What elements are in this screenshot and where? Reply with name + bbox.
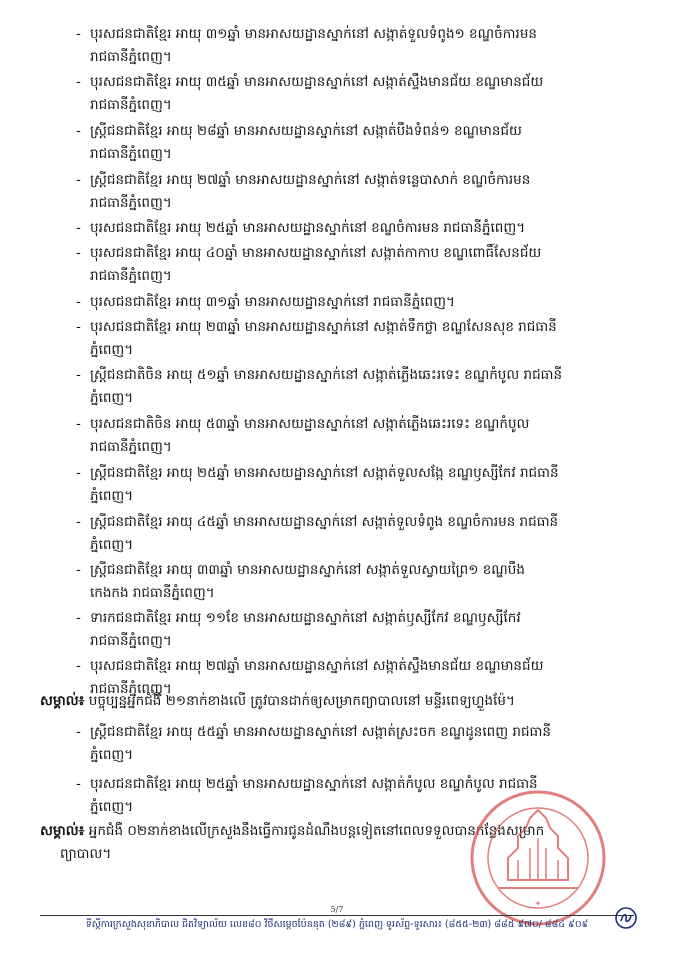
case-line-2: រាជធានីភ្នំពេញ។: [90, 146, 172, 162]
list-item: [76, 169, 654, 215]
list-item: [76, 120, 654, 166]
case-line-1: បុរសជនជាតិខ្មែរ អាយុ ៤០ឆ្នាំ មានអាសយដ្ឋានស្នាក់នៅ សង្កាត់កាកាប ខណ្ឌពោធិ៍សែនជ័យ: [90, 245, 542, 261]
case-line-2: រាជធានីភ្នំពេញ។: [90, 268, 172, 284]
list-item: [76, 71, 654, 117]
list-item: [76, 607, 654, 653]
case-line-1: បុរសជនជាតិខ្មែរ អាយុ ២៣ឆ្នាំ មានអាសយដ្ឋានស្នាក់នៅ សង្កាត់ទឹកថ្លា ខណ្ឌសែនសុខ រាជធានី: [90, 319, 557, 335]
case-line-1: បុរសជនជាតិខ្មែរ អាយុ ២៧ឆ្នាំ មានអាសយដ្ឋានស្នាក់នៅ សង្កាត់ស្ទឹងមានជ័យ ខណ្ឌមានជ័យ: [90, 658, 544, 674]
list-item: [76, 217, 654, 240]
list-item: [76, 462, 654, 508]
bullet-dash: -: [76, 610, 81, 626]
case-line-2: រាជធានីភ្នំពេញ។: [90, 195, 172, 211]
case-line-2: ភ្នំពេញ។: [90, 488, 134, 504]
bullet-dash: -: [76, 26, 81, 42]
case-line-2: ភ្នំពេញ។: [90, 390, 134, 406]
case-line-1: បុរសជនជាតិខ្មែរ អាយុ ៣១ឆ្នាំ មានអាសយដ្ឋានស្នាក់នៅ រាជធានីភ្នំពេញ។: [90, 294, 455, 310]
note-text: អ្នកជំងឺ ០២នាក់ខាងលើក្រសួងនឹងធ្វើការជូនដំណឹងបន្តទៀតនៅពេលទទួលបានកន្លែងសម្រាក: [84, 823, 545, 839]
bullet-dash: -: [76, 724, 81, 740]
case-line-2: ភ្នំពេញ។: [90, 799, 134, 815]
case-line-1: ស្ត្រីជនជាតិខ្មែរ អាយុ ៣៣ឆ្នាំ មានអាសយដ្ឋានស្នាក់នៅ សង្កាត់ទួលស្វាយព្រៃ១ ខណ្ឌបឹង: [90, 562, 525, 578]
note-label: សម្គាល់៖: [40, 693, 85, 709]
note-text-continued: ព្យាបាល។: [60, 846, 112, 862]
list-item: [76, 559, 654, 605]
case-line-2: កេងកង រាជធានីភ្នំពេញ។: [90, 585, 215, 601]
list-item: [76, 242, 654, 288]
bullet-dash: -: [76, 514, 81, 530]
case-line-1: ទារកជនជាតិខ្មែរ អាយុ ១១ខែ មានអាសយដ្ឋានស្នាក់នៅ សង្កាត់ឫស្សីកែវ ខណ្ឌឫស្សីកែវ: [90, 610, 521, 626]
bullet-dash: -: [76, 172, 81, 188]
note-label: សម្គាល់៖: [40, 823, 85, 839]
list-item: [76, 721, 654, 767]
case-line-1: ស្ត្រីជនជាតិខ្មែរ អាយុ ៥៥ឆ្នាំ មានអាសយដ្ឋានស្នាក់នៅ សង្កាត់ស្រះចក ខណ្ឌដូនពេញ រាជធានី: [90, 724, 551, 740]
list-item: [76, 364, 654, 410]
signature-initial-mark: [614, 906, 638, 930]
case-line-2: រាជធានីភ្នំពេញ។: [90, 681, 172, 697]
case-line-2: រាជធានីភ្នំពេញ។: [90, 97, 172, 113]
case-line-1: ស្ត្រីជនជាតិខ្មែរ អាយុ ៤៥ឆ្នាំ មានអាសយដ្ឋានស្នាក់នៅ សង្កាត់ទួលទំពូង ខណ្ឌចំការមន រាជធានី: [90, 514, 559, 530]
list-item: [76, 316, 654, 362]
bullet-dash: -: [76, 416, 81, 432]
bullet-dash: -: [76, 74, 81, 90]
footer-address: ទីស្តីការក្រសួងសុខាភិបាល ជិតវិទ្យាល័យ លេខ៨០ វិថីសម្តេចប៉ែននុត (២៨៩) ភ្នំពេញ ទូរស័ព្ទ-ទូរសារ៖ (៨៥៥-២៣) ៨៨៥ ៩៧០/ ៨៨៤ ៩០៩: [85, 919, 589, 930]
bullet-dash: -: [76, 776, 81, 792]
bullet-dash: -: [76, 465, 81, 481]
page-number: 5/7: [330, 905, 344, 914]
bullet-dash: -: [76, 658, 81, 674]
list-item: [76, 511, 654, 557]
bullet-dash: -: [76, 123, 81, 139]
case-line-1: បុរសជនជាតិខ្មែរ អាយុ ៣១ឆ្នាំ មានអាសយដ្ឋានស្នាក់នៅ សង្កាត់ទួលទំពូង១ ខណ្ឌចំការមន: [90, 26, 537, 42]
note-text: បច្ចុប្បន្នអ្នកជំងឺ ២១នាក់ខាងលើ ត្រូវបានដាក់ឲ្យសម្រាកព្យាបាលនៅ មន្ទីរពេទ្យហ្លួងម៉ែ។: [84, 693, 515, 709]
bullet-dash: -: [76, 220, 81, 236]
bullet-dash: -: [76, 562, 81, 578]
case-line-1: ស្ត្រីជនជាតិចិន អាយុ ៥១ឆ្នាំ មានអាសយដ្ឋានស្នាក់នៅ សង្កាត់ភ្លើងឆេះរទេះ ខណ្ឌកំបូល រាជធានី: [90, 367, 563, 383]
list-item: [76, 413, 654, 459]
note-paragraph: [40, 690, 654, 713]
svg-text:✦: ✦: [534, 899, 542, 908]
bullet-dash: -: [76, 319, 81, 335]
case-line-1: បុរសជនជាតិខ្មែរ អាយុ ២៥ឆ្នាំ មានអាសយដ្ឋានស្នាក់នៅ ខណ្ឌចំការមន រាជធានីភ្នំពេញ។: [90, 220, 526, 236]
case-line-2: រាជធានីភ្នំពេញ។: [90, 439, 172, 455]
case-line-1: បុរសជនជាតិខ្មែរ អាយុ ៣៥ឆ្នាំ មានអាសយដ្ឋានស្នាក់នៅ សង្កាត់ស្ទឹងមានជ័យ ខណ្ឌមានជ័យ: [90, 74, 544, 90]
bullet-dash: -: [76, 367, 81, 383]
case-line-1: ស្ត្រីជនជាតិខ្មែរ អាយុ ២៥ឆ្នាំ មានអាសយដ្ឋានស្នាក់នៅ សង្កាត់ទួលសង្កែ ខណ្ឌឫស្សីកែវ រាជធានី: [90, 465, 559, 481]
case-line-1: បុរសជនជាតិខ្មែរ អាយុ ២៥ឆ្នាំ មានអាសយដ្ឋានស្នាក់នៅ សង្កាត់កំបូល ខណ្ឌកំបូល រាជធានី: [90, 776, 538, 792]
case-line-2: រាជធានីភ្នំពេញ។: [90, 633, 172, 649]
list-item: [76, 291, 654, 314]
case-line-2: ភ្នំពេញ។: [90, 342, 134, 358]
list-item: [76, 23, 654, 69]
footer-divider: [40, 915, 634, 916]
bullet-dash: -: [76, 294, 81, 310]
case-line-1: ស្ត្រីជនជាតិខ្មែរ អាយុ ២៨ឆ្នាំ មានអាសយដ្ឋានស្នាក់នៅ សង្កាត់បឹងទំពន់១ ខណ្ឌមានជ័យ: [90, 123, 522, 139]
case-line-1: ស្ត្រីជនជាតិខ្មែរ អាយុ ២៧ឆ្នាំ មានអាសយដ្ឋានស្នាក់នៅ សង្កាត់ទន្លេបាសាក់ ខណ្ឌចំការមន: [90, 172, 531, 188]
case-line-1: បុរសជនជាតិចិន អាយុ ៥៣ឆ្នាំ មានអាសយដ្ឋានស្នាក់នៅ សង្កាត់ភ្លើងឆេះរទេះ ខណ្ឌកំបូល: [90, 416, 530, 432]
bullet-dash: -: [76, 245, 81, 261]
case-line-2: ភ្នំពេញ។: [90, 537, 134, 553]
case-line-2: ភ្នំពេញ។: [90, 747, 134, 763]
case-line-2: រាជធានីភ្នំពេញ។: [90, 49, 172, 65]
